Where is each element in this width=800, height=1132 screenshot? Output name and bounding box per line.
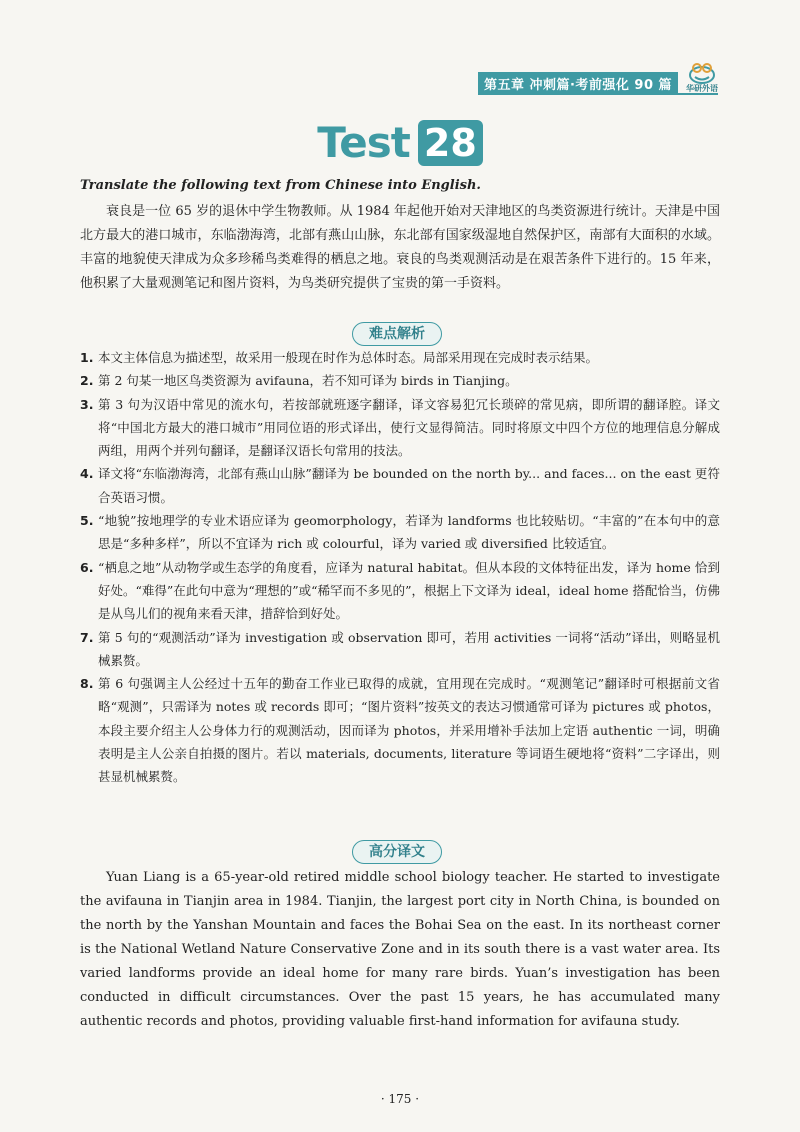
page-number: · 175 · [380,1092,420,1106]
note-text: “地貌”按地理学的专业术语应译为 geomorphology，若译为 landforms 也比较贴切。“丰富的”在本句中的意思是“多种多样”，所以不宜译为 rich 或 colourful，译为 varied 或 diversified 比较适宜。 [98,513,720,552]
note-number: 7. [80,629,94,645]
note-number: 3. [80,396,94,412]
note-number: 2. [80,373,94,389]
note-number: 6. [80,559,94,575]
note-number: 4. [80,466,94,482]
logo-mark-icon [687,62,717,84]
test-number-badge: 28 [418,120,483,166]
chapter-header: 第五章 冲刺篇·考前强化 90 篇 [478,72,678,94]
note-number: 5. [80,513,94,529]
note-item [80,556,720,626]
note-text: 本文主体信息为描述型，故采用一般现在时作为总体时态。局部采用现在完成时表示结果。 [98,350,599,365]
analysis-notes-list [80,346,720,789]
chinese-source-text: 衰良是一位 65 岁的退休中学生物教师。从 1984 年起他开始对天津地区的鸟类资源进行统计。天津是中国北方最大的港口城市，东临渤海湾，北部有燕山山脉，东北部有国家级湿地自然保护区，南部有大面积的水域。丰富的地貌使天津成为众多珍稀鸟类难得的栖息之地。衰良的鸟类观测活动是在艰苦条件下进行的。15 年来，他积累了大量观测笔记和图片资料，为鸟类研究提供了宝贵的第一手资料。 [80,204,720,291]
test-title [0,118,800,167]
note-item [80,393,720,463]
note-text: 第 3 句为汉语中常见的流水句，若按部就班逐字翻译，译文容易犯冗长琐碎的常见病，即所谓的翻译腔。译文将“中国北方最大的港口城市”用同位语的形式译出，使行文显得简洁。同时将原文中四个方位的地理信息分解成两组，用两个并列句翻译，是翻译汉语长句常用的技法。 [98,396,720,459]
note-text: 第 5 句的“观测活动”译为 investigation 或 observation 即可，若用 activities 一词将“活动”译出，则略显机械累赘。 [98,629,720,668]
note-item [80,462,720,509]
note-number: 8. [80,676,94,692]
section-heading-analysis: 难点解析 [352,322,442,346]
instruction: Translate the following text from Chinese into English. [80,178,481,193]
note-item [80,369,720,392]
section-heading-translation: 高分译文 [352,840,442,864]
logo-text: 华研外语 [686,84,718,93]
note-item [80,509,720,556]
english-translation-text: Yuan Liang is a 65-year-old retired middle school biology teacher. He started to investigate the avifauna in Tianjin area in 1984. Tianjin, the largest port city in North China, is bounded on the north by the Yanshan Mountain and faces the Bohai Sea on the east. In its northeast corner is the National Wetland Nature Conservative Zone and in its south there is a vast water area. Its varied landforms provide an ideal home for many rare birds. Yuan’s investigation has been conducted in difficult circumstances. Over the past 15 years, he has accumulated many authentic records and photos, providing valuable first-hand information for avifauna study. [80,870,720,1029]
note-item [80,626,720,673]
note-text: 译文将“东临渤海湾，北部有燕山山脉”翻译为 be bounded on the north by... and faces... on the east 更符合英语习惯。 [98,466,720,505]
note-item [80,346,720,369]
note-item [80,672,720,788]
test-title-word: Test [317,118,410,167]
publisher-logo [682,62,722,96]
note-number: 1. [80,350,94,365]
note-text: 第 6 句强调主人公经过十五年的勤奋工作业已取得的成就，宜用现在完成时。“观测笔记”翻译时可根据前文省略“观测”，只需译为 notes 或 records 即可；“图片资料”按英文的表达习惯通常可译为 pictures 或 photos，本段主要介绍主人公身体力行的观测活动，因而译为 photos，并采用增补手法加上定语 authentic 一词，明确表明是主人公亲自拍摄的图片。若以 materials, documents, literature 等词语生硬地将“资料”二字译出，则甚显机械累赘。 [98,676,720,785]
note-text: 第 2 句某一地区鸟类资源为 avifauna，若不知可译为 birds in Tianjing。 [98,373,518,389]
note-text: “栖息之地”从动物学或生态学的角度看，应译为 natural habitat。但从本段的文体特征出发，译为 home 恰到好处。“难得”在此句中意为“理想的”或“稀罕而不多见的”，根据上下文译为 ideal，ideal home 搭配恰当，仿佛是从鸟儿们的视角来看天津，措辞恰到好处。 [98,559,720,622]
